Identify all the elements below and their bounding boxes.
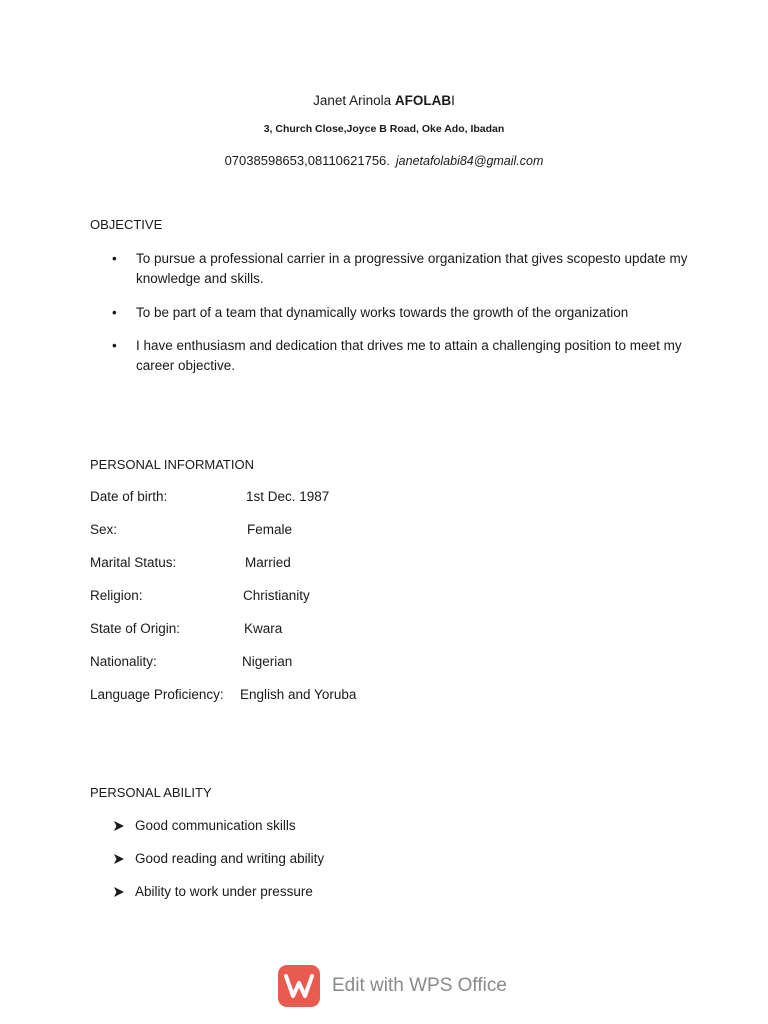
arrowhead-bullet-icon	[112, 887, 126, 897]
info-value-nationality: Nigerian	[242, 654, 293, 669]
bullet-icon: •	[112, 338, 117, 353]
bullet-icon: •	[112, 305, 117, 320]
info-label-state-of-origin: State of Origin:	[90, 621, 181, 636]
info-label-language-proficiency: Language Proficiency:	[90, 687, 224, 702]
ability-item	[112, 884, 313, 899]
personal-information-heading: PERSONAL INFORMATION	[90, 457, 254, 472]
info-value-language-proficiency: English and Yoruba	[240, 687, 357, 702]
objective-item	[112, 303, 712, 323]
info-value-marital-status: Married	[245, 555, 291, 570]
address: 3, Church Close,Joyce B Road, Oke Ado, Ibadan	[263, 123, 505, 135]
info-label-sex: Sex:	[90, 522, 118, 537]
arrowhead-bullet-icon	[112, 821, 126, 831]
wps-logo-icon	[278, 965, 320, 1007]
info-label-marital-status: Marital Status:	[90, 555, 177, 570]
bullet-icon: •	[112, 251, 117, 266]
surname: AFOLAB	[394, 93, 452, 108]
info-value-date-of-birth: 1st Dec. 1987	[246, 489, 330, 504]
info-label-nationality: Nationality:	[90, 654, 157, 669]
ability-text: Good reading and writing ability	[135, 851, 325, 866]
objective-text: To pursue a professional carrier in a progressive organization that gives scopesto update my knowledge and skills.	[136, 251, 688, 286]
candidate-name	[0, 93, 768, 108]
phone-numbers: 07038598653,08110621756.	[224, 153, 390, 168]
contact-line	[0, 153, 768, 168]
surname-tail: I	[451, 93, 455, 108]
ability-item	[112, 818, 296, 833]
wps-w-mark-icon	[284, 972, 314, 1000]
info-value-state-of-origin: Kwara	[244, 621, 283, 636]
wps-watermark-text: Edit with WPS Office	[332, 975, 507, 996]
objective-heading: OBJECTIVE	[90, 217, 163, 232]
objective-item	[112, 249, 712, 289]
personal-ability-heading: PERSONAL ABILITY	[90, 785, 212, 800]
info-label-religion: Religion:	[90, 588, 143, 603]
ability-item	[112, 851, 324, 866]
objective-text: To be part of a team that dynamically works towards the growth of the organization	[136, 305, 629, 320]
ability-text: Ability to work under pressure	[135, 884, 313, 899]
info-label-date-of-birth: Date of birth:	[90, 489, 168, 504]
objective-text: I have enthusiasm and dedication that drives me to attain a challenging position to meet my career objective.	[136, 338, 682, 373]
first-names: Janet Arinola	[313, 93, 395, 108]
arrowhead-bullet-icon	[112, 854, 126, 864]
objective-item	[112, 336, 712, 376]
info-value-religion: Christianity	[243, 588, 310, 603]
email-address: janetafolabi84@gmail.com	[395, 154, 544, 168]
wps-watermark[interactable]	[278, 964, 507, 1008]
info-value-sex: Female	[247, 522, 293, 537]
ability-text: Good communication skills	[135, 818, 296, 833]
